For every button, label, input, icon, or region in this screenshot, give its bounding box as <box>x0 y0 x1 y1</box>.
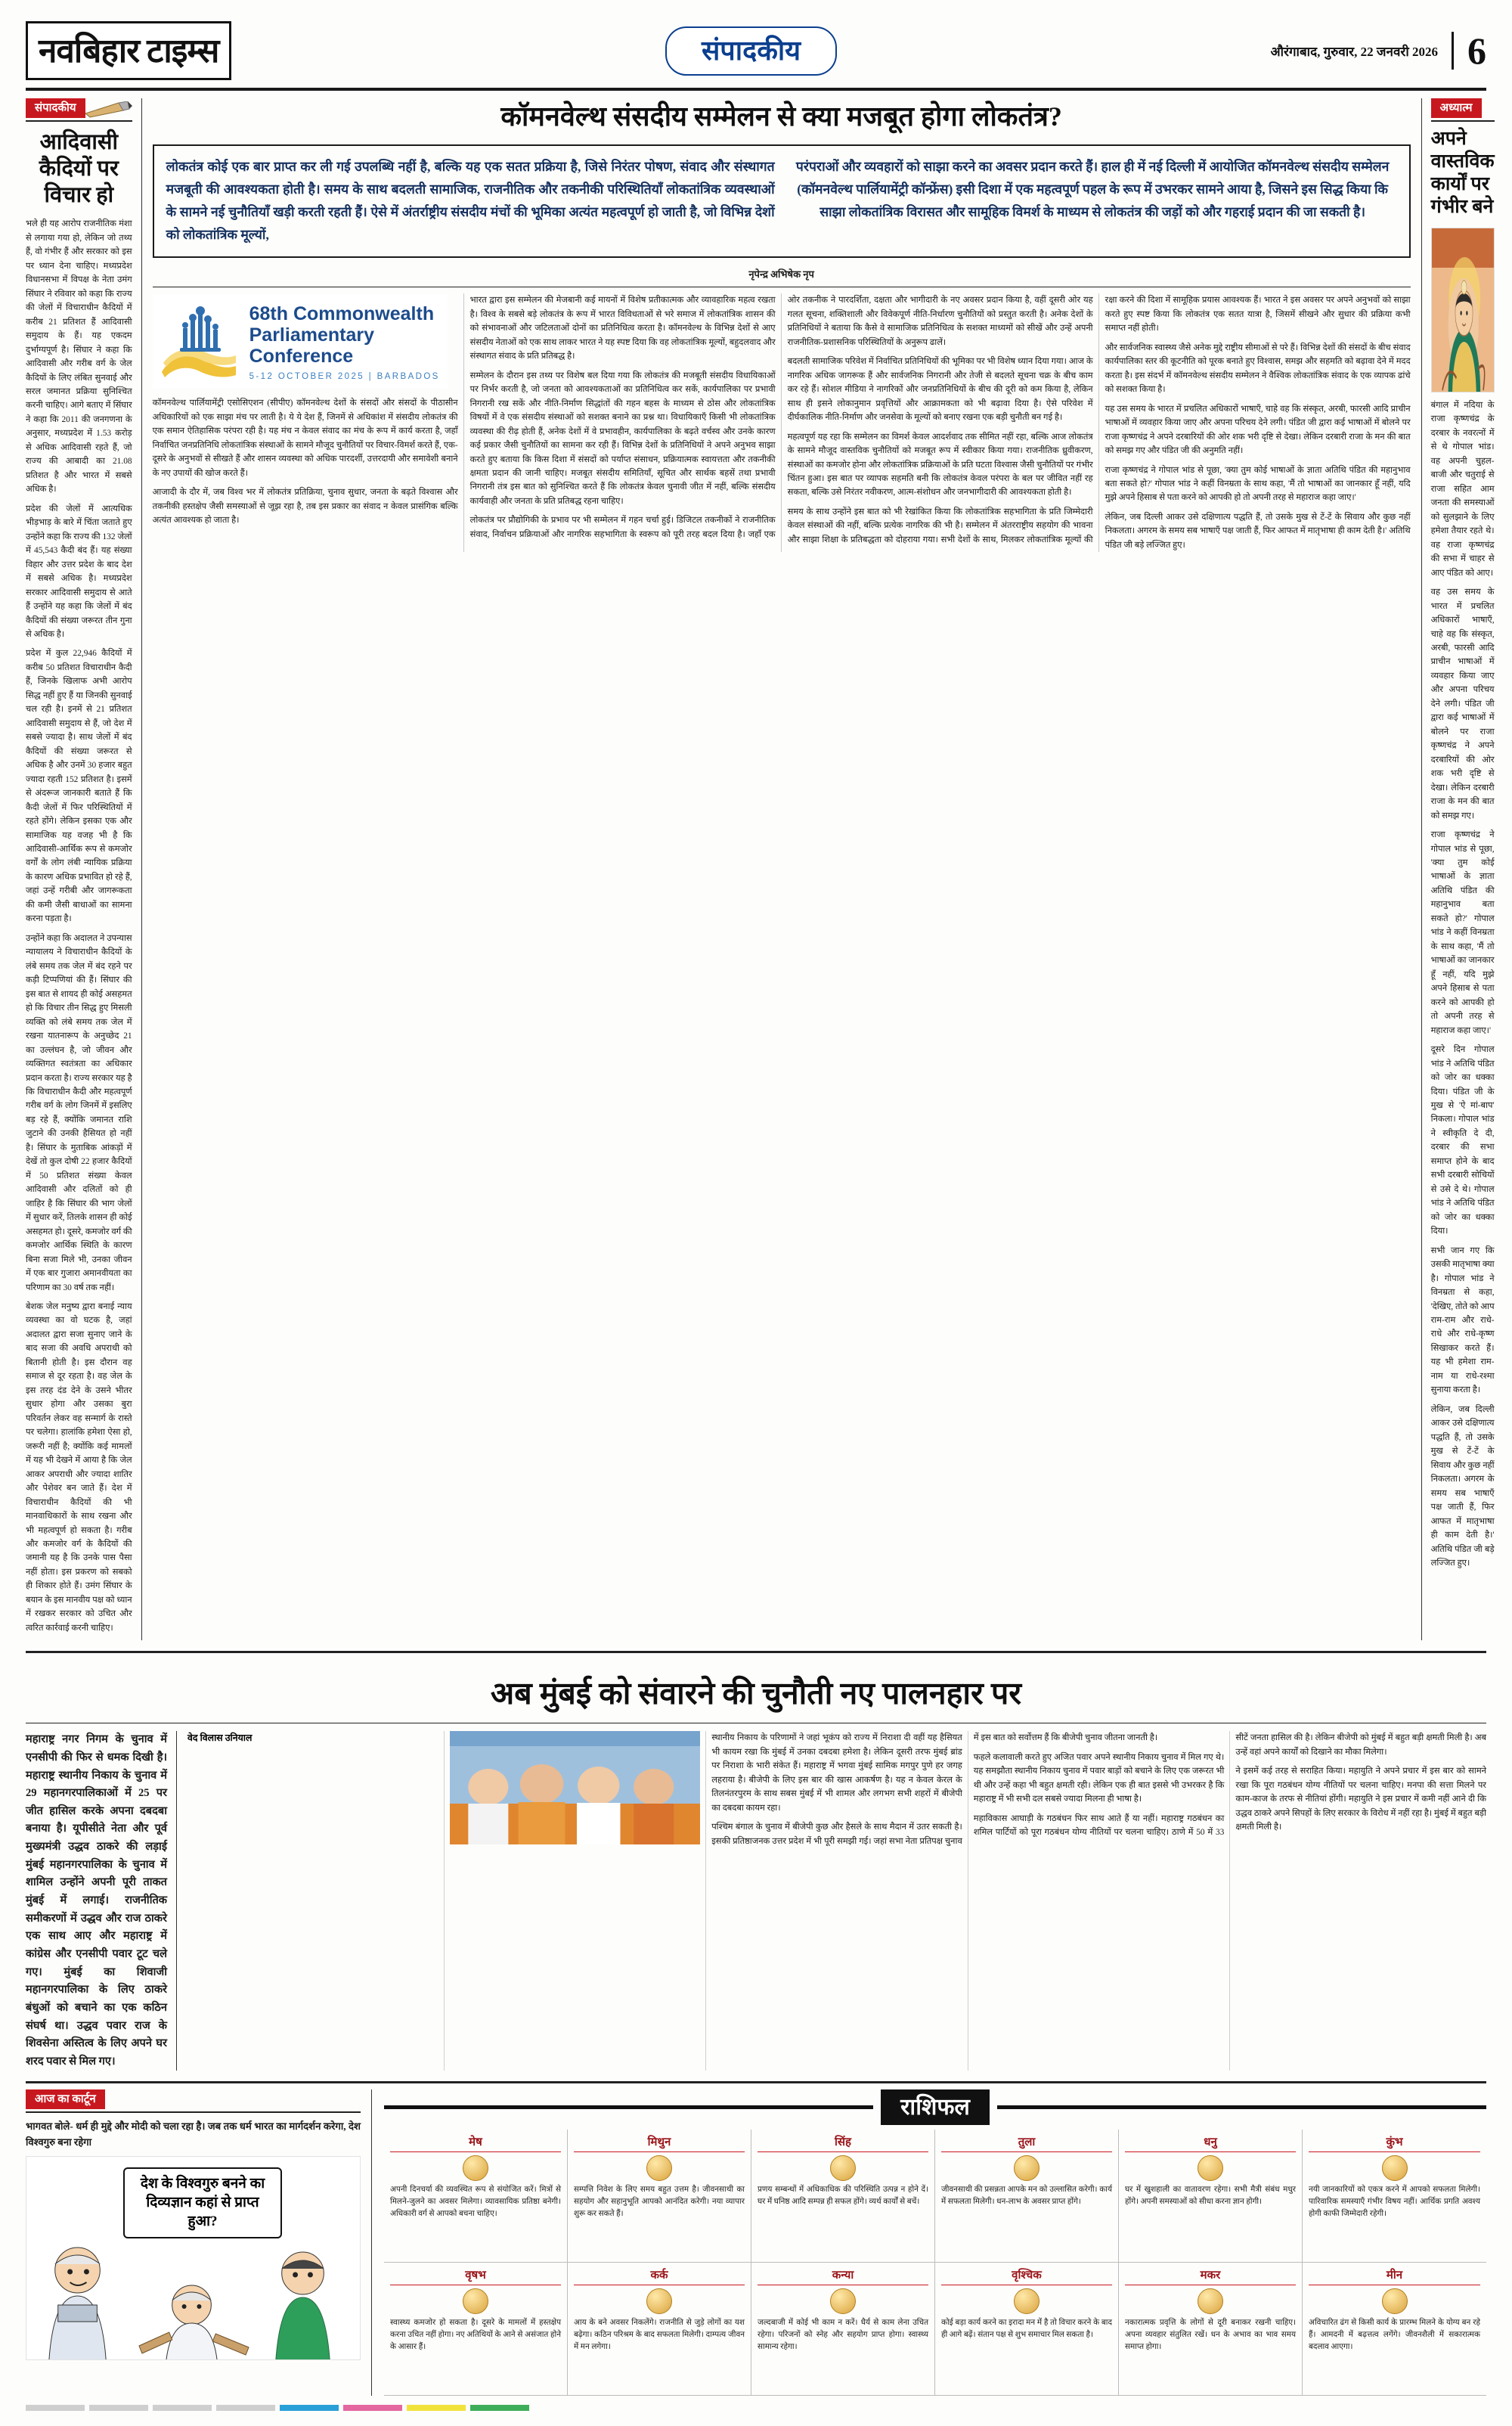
editorial-para: बेशक जेल मनुष्य द्वारा बनाई न्याय व्यवस्था का वो घटक है, जहां अदालत द्वारा सजा सुनाए जाने के बाद सजा की अवधि अपराधी को बितानी होती है। इस दौरान वह समाज से दूर रहता है। वह जेल के इस तरह दंड देने के उसने भीतर सुधार होगा और उसका बुरा परिवर्तन लेकर वह सन्मार्ग के रास्ते पर चलेगा। हालांकि हमेशा ऐसा हो, जरूरी नहीं है; क्योंकि कई मामलों में यह भी देखने में आया है कि जेल आकर अपराधी और ज्यादा शातिर और पेशेवर बन जाते हैं। देश में विचाराधीन कैदियों की भी मानवाधिकारों के साथ रखना और भी महत्वपूर्ण हो सकता है। गरीब और कमजोर वर्ग के कैदियों की जमानी यह है कि उनके पास पैसा नहीं होता। इस प्रकरण को सबको ही शिकार होते हैं। उमंग सिंघार के बयान के इस मानवीय पक्ष को ध्यान में रखकर सरकार को उचित और त्वरित कार्रवाई करनी चाहिए। <box>26 1302 132 1633</box>
main-para: और सार्वजनिक स्वास्थ्य जैसे अनेक मुद्दे राष्ट्रीय सीमाओं से परे हैं। विभिन्न देशों की संसदों के बीच संवाद कार्यपालिका स्तर की कूटनीति को पूरक बनाते हुए विश्वास, समझ और सहमति को बढ़ावा देने में मदद करता है। इस संदर्भ में कॉमनवेल्थ संसदीय सम्मेलन ने वैश्विक लोकतांत्रिक संवाद के एक व्यापक ढांचे को सशक्त किया है। <box>1105 343 1411 395</box>
zodiac-symbol-icon <box>646 2155 672 2181</box>
spiritual-body <box>1431 399 1495 1570</box>
mumbai-headline: अब मुंबई को संवारने की चुनौती नए पालनहार पर <box>490 1676 1022 1711</box>
horoscope-grid <box>384 2130 1486 2396</box>
zodiac-cell <box>1119 2263 1303 2396</box>
reg-mark-magenta <box>343 2405 402 2411</box>
mumbai-photo <box>450 1731 701 1844</box>
zodiac-text: प्रणय सम्बन्धों में अधिकाधिक की परिस्थिति उत्पन्न न होने दें। घर में घनिष्ठ आदि सम्पन्न ही सफल होंगे। व्यर्थ कार्यों से बचें। <box>758 2186 928 2207</box>
cartoon-panel <box>26 2089 372 2396</box>
zodiac-name: मकर <box>1125 2267 1296 2285</box>
spiritual-para: दूसरे दिन गोपाल भांड ने अतिथि पंडित को जोर का धक्का दिया। पंडित जी के मुख से 'ऐ मां-बाप' निकला। गोपाल भांड ने स्वीकृति दे दी, दरबार की सभा समाप्त होने के बाद सभी दरबारी सोचियों से उसे दे थे। गोपाल भांड ने अतिथि पंडित को जोर का धक्का दिया। <box>1430 1045 1495 1236</box>
zodiac-cell <box>935 2130 1119 2263</box>
zodiac-text: नयी जानकारियों को एकत्र करने में आपको सफलता मिलेगी। पारिवारिक समस्याएँ गंभीर विषय नहीं। आर्थिक प्रगति अवश्य होगी काफी जिम्मेदारी रहेगी। <box>1309 2186 1480 2218</box>
cartoon-speech-bubble: देश के विश्वगुरु बनने का दिव्यज्ञान कहां से प्राप्त हुआ? <box>123 2167 282 2238</box>
spiritual-illustration <box>1431 228 1495 392</box>
reg-mark <box>153 2405 212 2411</box>
zodiac-text: कोई बड़ा कार्य करने का इरादा मन में है तो विचार करने के बाद ही आगे बढ़ें। संतान पक्ष से शुभ समाचार मिल सकता है। <box>941 2319 1112 2340</box>
zodiac-text: जीवनसाथी की प्रसन्नता आपके मन को उल्लासित करेगी। कार्य में सफलता मिलेगी। धन-लाभ के अवसर प्राप्त होंगे। <box>941 2186 1112 2207</box>
zodiac-text: आय के बने अवसर निकलेंगे। राजनीति से जुड़े लोगों का यश बढ़ेगा। कठिन परिश्रम के बाद सफलता मिलेगी। दाम्पत्य जीवन में मन लगेगा। <box>574 2319 745 2351</box>
print-registration-marks <box>26 2405 1486 2411</box>
main-body-columns <box>153 293 1411 552</box>
zodiac-cell <box>568 2130 751 2263</box>
zodiac-symbol-icon <box>463 2155 488 2181</box>
mumbai-para: पश्चिम बंगाल के चुनाव में बीजेपी कुछ और हैसले के साथ मैदान में उतर सकती है। इसकी प्रतिष्ठाजनक उत्तर प्रदेश में भी पूरी समझी गई। जहां सभा नेता प्रतिपक्ष चुनाव में इस बात को सर्वोत्तम हैं कि बीजेपी चुनाव जीतना जानती है। <box>711 1733 1158 1846</box>
zodiac-cell <box>751 2130 935 2263</box>
spiritual-headline: अपने वास्तविक कार्यों पर गंभीर बने <box>1430 129 1495 217</box>
editorial-headline: आदिवासी कैदियों पर विचार हो <box>39 130 119 207</box>
zodiac-text: जल्दबाजी में कोई भी काम न करें। धैर्य से काम लेना उचित रहेगा। परिजनों को स्नेह और सहयोग प्राप्त होगा। स्वास्थ्य सामान्य रहेगा। <box>758 2319 928 2351</box>
zodiac-name: कर्क <box>574 2267 745 2285</box>
masthead-right <box>1270 29 1486 72</box>
cartoon-tag: आज का कार्टून <box>26 2089 105 2109</box>
cartoon-image <box>26 2156 361 2360</box>
spiritual-tag-row <box>1431 98 1495 122</box>
editorial-para: उन्होंने कहा कि अदालत ने उपन्यास न्यायालय ने विचाराधीन कैदियों के लंबे समय तक जेल में बंद रहने पर कड़ी टिप्पणियां की हैं। सिंघार की इस बात से शायद ही कोई असहमत हो कि विचार तीन सिद्ध हुए मिसली व्यक्ति को लंबे समय तक जेल में रखना यातनारूप के अनुच्छेद 21 का उल्लंघन है, जो जीवन और व्यक्तिगत स्वतंत्रता का अधिकार प्रदान करता है। राज्य सरकार यह है कि विचाराधीन कैदी और महत्वपूर्ण गरीब वर्ग के लोग जिनमें में इसलिए बड़ रहे हैं, क्योंकि जमानत राशि जुटाने की उनकी हैसियत हो नहीं है। सिंघार के मुताबिक आंकड़ों में देखें तो कुल दोषी 22 हजार कैदियों में 50 प्रतिशत संख्या केवल आदिवासी और दलितों को ही जाहिर है कि सिंघार की भाग जेलों में सुधार करें, तिलके शासन ही कोई असहमत हो। दूसरे, कमजोर वर्ग की कमजोर आर्थिक स्थिति के कारण बिना सजा मिले भी, उनका जीवन में एक बार गुजारा अमानवीयता का परिणाम का 30 वर्ष तक नहीं। <box>26 933 132 1292</box>
spiritual-para: सभी जान गए कि उसकी मातृभाषा क्या है। गोपाल भांड ने विनम्रता से कहा, 'देखिए, तोते को आप राम-राम और राधे-राधे और राधे-कृष्ण सिखाकर करते हैं। यह भी हमेशा राम-नाम या राधे-रश्मा सुनाया करता है। <box>1430 1246 1495 1395</box>
zodiac-name: मीन <box>1309 2267 1480 2285</box>
zodiac-text: नकारात्मक प्रवृत्ति के लोगों से दूरी बनाकर रखनी चाहिए। अपना व्यवहार संतुलित रखें। धन के अभाव का भाव समय समाप्त होगा। <box>1125 2319 1296 2351</box>
zodiac-text: स्वास्थ्य कमजोर हो सकता है। दूसरे के मामलों में हस्तक्षेप करना उचित नहीं होगा। नए अतिथियों के आने से असंजात होने के आसार हैं। <box>390 2319 561 2351</box>
main-byline: नृपेन्द्र अभिषेक नृप <box>748 268 814 281</box>
spiritual-column <box>1421 98 1495 1640</box>
zodiac-cell <box>384 2130 568 2263</box>
zodiac-text: अपनी दिनचर्या की व्यवस्थित रूप से संयोजित करें। मित्रों से मिलने-जुलने का अवसर मिलेगा। व्यावसायिक प्रतिष्ठा बनेगी। अधिकारी वर्ग से आपको बचना चाहिए। <box>390 2186 561 2218</box>
reg-mark <box>89 2405 148 2411</box>
spiritual-tag: अध्यात्म <box>1431 98 1482 118</box>
masthead-center <box>231 26 1270 76</box>
zodiac-cell <box>751 2263 935 2396</box>
zodiac-cell <box>384 2263 568 2396</box>
mumbai-byline: वेद विलास उनियाल <box>187 1733 253 1744</box>
zodiac-name: मिथुन <box>574 2134 745 2152</box>
page-number: 6 <box>1452 32 1486 70</box>
main-para: महत्वपूर्ण यह रहा कि सम्मेलन का विमर्श केवल आदर्शवाद तक सीमित नहीं रहा, बल्कि आज लोकतंत्र के सामने मौजूद वास्तविक चुनौतियों को मजबूत रूप में स्वीकार किया गया। राजनीतिक ध्रुवीकरण, संस्थाओं का कमजोर होना और लोकतांत्रिक प्रक्रियाओं के प्रति घटता विश्वास जैसी चुनौतियों पर गंभीर चिंतन हुआ। इस बात पर व्यापक सहमति बनी कि लोकतंत्र केवल परंपरा के बल पर जीवित नहीं रह सकता, बल्कि उसे निरंतर नवीकरण, आत्म-संशोधन और जनभागीदारी की आवश्यकता होती है। <box>787 432 1093 498</box>
main-intro-right: परंपराओं और व्यवहारों को साझा करने का अवसर प्रदान करते हैं। हाल ही में नई दिल्ली में आयोजित कॉमनवेल्थ संसदीय सम्मेलन (कॉमनवेल्थ पार्लियामेंट्री कॉन्फ्रेंस) इसी दिशा में एक महत्वपूर्ण पहल के रूप में उभरकर सामने आया है, जिसने इस सिद्ध किया कि साझा लोकतांत्रिक विरासत और सामूहिक विमर्श के माध्यम से लोकतंत्र की जड़ों को और गहराई प्रदान की जा सकती है। <box>795 159 1390 220</box>
main-intro-left: लोकतंत्र कोई एक बार प्राप्त कर ली गई उपलब्धि नहीं है, बल्कि यह एक सतत प्रक्रिया है, जिसे निरंतर पोषण, संवाद और संस्थागत मजबूती की आवश्यकता होती है। समय के साथ बदलती सामाजिक, राजनीतिक और तकनीकी परिस्थितियाँ लोकतांत्रिक व्यवस्थाओं के सामने नई चुनौतियाँ खड़ी करती रहती हैं। ऐसे में अंतर्राष्ट्रीय संसदीय मंचों की भूमिका अत्यंत महत्वपूर्ण हो जाती है, जो विभिन्न देशों को लोकतांत्रिक मूल्यों, <box>166 159 775 243</box>
spiritual-para: लेकिन, जब दिल्ली आकर उसे दक्षिणात्य पद्धति हैं, तो उसके मुख से टें-टें के सिवाय और कुछ नहीं निकलता। अगरम के समय सब भाषाएँ पक्ष जाती हैं, फिर आफत में मातृभाषा ही काम देती है।' अतिथि पंडित जी बड़े लज्जित हुए। <box>1430 1404 1495 1568</box>
zodiac-cell <box>1303 2263 1486 2396</box>
main-para: राजा कृष्णचंद्र ने गोपाल भांड से पूछा, 'क्या तुम कोई भाषाओं के ज्ञाता अतिथि पंडित की महानुभाव बता सकते हो?' गोपाल भांड ने कहीं विनम्रता के साथ कहा, 'मैं तो भाषाओं का जानकार हूँ नहीं, यदि मुझे अपने हिसाब से पता करने को आपकी हो तो अपनी तरह से महाराज कहा जाए।' <box>1105 465 1411 503</box>
main-para: बदलती सामाजिक परिवेश में निर्वाचित प्रतिनिधियों की भूमिका पर भी विशेष ध्यान दिया गया। आज के नागरिक अधिक जागरूक हैं और सार्वजनिक निगरानी और तेजी से बदलते सूचना चक्र के बीच काम कर रहे हैं। सोशल मीडिया ने नागरिकों और जनप्रतिनिधियों के बीच की दूरी को कम किया है, लेकिन साथ ही इसने लोकानुमान प्रवृत्तियों और आक्रामकता को भी बढ़ावा दिया है। ऐसे परिवेश में दीर्घकालिक नीति-निर्माण और जनसेवा के मूल्यों को बनाए रखना एक बड़ी चुनौती बन गई है। <box>787 357 1093 423</box>
main-para: यह उस समय के भारत में प्रचलित अधिकारों भाषाएँ, चाहे वह कि संस्कृत, अरबी, फारसी आदि प्राचीन भाषाओं में व्यवहार किया जाए और अपना परिचय देने लगी। पंडित जी द्वारा कई भाषाओं में बोलने पर राजा कृष्णचंद्र ने अपने दरबारियों की ओर शक भरी दृष्टि से देखा। लेकिन दरबारी राजा के मन की बात को समझ गए और पंडित जी की अनुमति नहीं। <box>1105 404 1411 456</box>
divider <box>26 1651 1486 1653</box>
zodiac-cell <box>1119 2130 1303 2263</box>
main-para: समय के साथ उन्होंने इस बात को भी रेखांकित किया कि लोकतांत्रिक सहभागिता के प्रति जिम्मेदारी केवल संस्थाओं की नहीं, बल्कि प्रत्येक नागरिक की भी है। सम्मेलन में अंतरराष्ट्रीय सहयोग की भावना और साझा शिक्षा के प्रतिबद्धता को दोहराया गया। सभी देशों के साथ, मिलकर लोकतांत्रिक मूल्यों की रक्षा करने की दिशा में सामूहिक प्रयास आवश्यक हैं। भारत ने इस अवसर पर अपने अनुभवों को साझा करते हुए स्पष्ट किया कि लोकतंत्र एक सतत यात्रा है, जिसमें सीखने और सुधार की प्रक्रिया कभी समाप्त नहीं होती। <box>787 296 1411 544</box>
mumbai-lead: महाराष्ट्र नगर निगम के चुनाव में एनसीपी की फिर से धमक दिखी है। महाराष्ट्र स्थानीय निकाय के चुनाव में 29 महानगरपालिकाओं में 25 पर जीत हासिल करके अपना दबदबा बनाया है। यूपीसीते नेता और पूर्व मुख्यमंत्री उद्धव ठाकरे की लड़ाई मुंबई महानगरपालिका के चुनाव में शामिल उन्होंने अपनी पूरी ताकत मुंबई में लगाई। राजनीतिक समीकरणों में उद्धव और राज ठाकरे एक साथ आए और महाराष्ट्र में कांग्रेस और एनसीपी पवार टूट चले गए। मुंबई का शिवाजी महानगरपालिका के लिए ठाकरे बंधुओं को बचाने का एक कठिन संघर्ष था। उद्धव पवार राज के शिवसेना अस्तित्व के लिए अपने घर शरद पवार से मिल गए। <box>26 1731 177 2071</box>
zodiac-cell <box>935 2263 1119 2396</box>
main-para: लेकिन, जब दिल्ली आकर उसे दक्षिणात्य पद्धति हैं, तो उसके मुख से टें-टें के सिवाय और कुछ नहीं निकलता। अगरम के समय सब भाषाएँ पक्ष जाती हैं, फिर आफत में मातृभाषा ही काम देती है।' अतिथि पंडित जी बड़े लज्जित हुए। <box>1105 512 1411 550</box>
reg-mark-yellow <box>407 2405 466 2411</box>
editorial-column <box>26 98 142 1640</box>
conference-title-line2: Parliamentary Conference <box>249 324 374 367</box>
zodiac-name: कुंभ <box>1309 2134 1480 2152</box>
zodiac-cell <box>1303 2130 1486 2263</box>
mumbai-para: महाविकास आघाड़ी के गठबंधन फिर साथ आते हैं या नहीं। महाराष्ट्र गठबंधन का शमिल पार्टियों को पूरा गठबंधन योग्य नीतियों पर चलना चाहिए। ठाणे में 50 में 33 सीटें जनता हासिल की है। लेकिन बीजेपी को मुंबई में बहुत बड़ी क्षमती मिली है। अब उन्हें वहां अपने कार्यों को दिखाने का मौका मिलेगा। <box>973 1733 1486 1838</box>
spiritual-para: बंगाल में नदिया के राजा कृष्णचंद्र के दरबार के नवरत्नों में से थे गोपाल भांड। वह अपनी चुहल-बाजी और चतुराई से राजा सहित आम जनता की समस्याओं को सुलझाने के लिए हमेशा तैयार रहते थे। वह राजा कृष्णचंद्र की सभा में चाहर से आए पंडित को आए। <box>1430 401 1495 578</box>
horoscope-panel <box>372 2089 1486 2396</box>
mumbai-article <box>26 1664 1486 2071</box>
conference-subtitle: 5-12 OCTOBER 2025 | BARBADOS <box>249 371 440 381</box>
editorial-tag: संपादकीय <box>26 98 85 118</box>
edition-date: औरंगाबाद, गुरुवार, 22 जनवरी 2026 <box>1270 44 1438 59</box>
rule-left <box>384 2105 873 2109</box>
conference-emblem-icon <box>157 302 239 381</box>
bottom-section <box>26 2081 1486 2396</box>
zodiac-symbol-icon <box>1198 2288 1223 2314</box>
section-title: संपादकीय <box>665 26 837 76</box>
newspaper-logo: नवबिहार टाइम्स <box>26 21 231 80</box>
editorial-tag-row <box>26 98 132 122</box>
zodiac-name: धनु <box>1125 2134 1296 2152</box>
zodiac-text: सम्पत्ति निवेश के लिए समय बहुत उत्तम है। जीवनसाथी का सहयोग और सहानुभूति आपको आनंदित करेगी। नया व्यापार शुरू कर सकते हैं। <box>574 2186 745 2218</box>
zodiac-symbol-icon <box>463 2288 488 2314</box>
cartoon-caption: भागवत बोले- धर्म ही मुद्दे और मोदी को चला रहा है। जब तक धर्म भारत का मार्गदर्शन करेगा, देश विश्वगुरु बना रहेगा <box>26 2120 361 2148</box>
zodiac-text: घर में खुशहाली का वातावरण रहेगा। सभी मैत्री संबंध मधुर होंगे। अपनी समस्याओं को सीधा करना ज्ञान होगी। <box>1125 2186 1296 2207</box>
main-para: कॉमनवेल्थ पार्लियामेंट्री एसोसिएशन (सीपीए) कॉमनवेल्थ देशों के संसदों और संसदों के पीठासीन अधिकारियों को एक साझा मंच पर लाती है। ये ये देश हैं, जिनमें से अधिकांश में संसदीय लोकतंत्र की एक समान ऐतिहासिक परंपरा रही है। यह मंच न केवल संवाद का मंच के रूप में कार्य करता है, जहाँ निर्वाचित जनप्रतिनिधि लोकतांत्रिक संस्थाओं के सामने मौजूद चुनौतियों पर विचार-विमर्श करते हैं, एक-दूसरे के अनुभवों से सीखते हैं और शासन व्यवस्था को अधिक पारदर्शी, उत्तरदायी और समावेशी बनाने के नए उपायों की खोज करते हैं। <box>152 399 458 478</box>
main-article <box>142 98 1421 1640</box>
main-para: आजादी के दौर में, जब विश्व भर में लोकतंत्र प्रतिक्रिया, चुनाव सुधार, जनता के बढ़ते विश्वास और तकनीकी हस्तक्षेप जैसी समस्याओं से जूझ रहा है, तब इस प्रकार का संवाद न केवल प्रासंगिक बल्कि अत्यंत आवश्यक हो जाता है। <box>152 488 458 526</box>
zodiac-symbol-icon <box>830 2288 856 2314</box>
main-headline: कॉमनवेल्थ संसदीय सम्मेलन से क्या मजबूत होगा लोकतंत्र? <box>500 101 1062 132</box>
masthead <box>26 21 1486 91</box>
main-para: सम्मेलन के दौरान इस तथ्य पर विशेष बल दिया गया कि लोकतंत्र की मजबूती संसदीय विधायिकाओं पर निर्भर करती है, जो जनता को आवश्यकताओं का प्रतिनिधित्व कर सकें, कार्यपालिका पर प्रभावी निगरानी रख सकें और नीति-निर्माण सिद्धांतों की गहन बहस के माध्यम से ठोस और लोकतांत्रिक विषयों में वे एक संसदीय संस्थाओं को सशक्त बनाने का प्रश्न था। विधायिकाएँ किसी भी लोकतांत्रिक व्यवस्था की रीढ़ होती हैं, अनेक देशों में वे प्रभावहीन, कार्यपालिका के बढ़ते वर्चस्व और उनके कारण कई प्रकार जैसी चुनौतियों का सामना कर रही हैं। विभिन्न देशों के प्रतिनिधियों ने अपने अनुभव साझा करते हुए बताया कि किस दिशा में संसदों को पर्याप्त संसाधन, प्रक्रियात्मक स्वायत्तता और तकनीकी क्षमता प्रदान की जानी चाहिए। मजबूत संसदीय समितियाँ, सूचित और सार्थक बहसें तथा प्रभावी निगरानी तंत्र इस बात को सुनिश्चित करते हैं कि लोकतंत्र केवल चुनावी जीत में नहीं, बल्कि संसदीय कार्यवाही और जनता के प्रति प्रतिबद्ध रहना चाहिए। <box>469 371 776 506</box>
mumbai-para: फहले कलावाली करते हुए अजित पवार अपने स्थानीय निकाय चुनाव में मिल गए थे। यह समझौता स्थानीय निकाय चुनाव में पवार बाड़ों को बचाने के लिए एक जरूरत भी थी और उन्हें कहा भी बहुत क्षमती रही। लेकिन एक ही बात इससे भी उभरकर है कि महाराष्ट्र में भी सभी दल सबसे ज्यादा मिलना ही भाषा है। <box>973 1752 1225 1804</box>
zodiac-name: वृश्चिक <box>941 2267 1112 2285</box>
editorial-para: प्रदेश में कुल 22,946 कैदियों में करीब 50 प्रतिशत विचाराधीन कैदी हैं, जिनके खिलाफ अभी आरोप सिद्ध नहीं हुए हैं या जिनकी सुनवाई चल रही है। इनमें से 21 प्रतिशत आदिवासी समुदाय से हैं, जो देश में सबसे ज्यादा है। साथ जेलों में बंद कैदियों की संख्या जरूरत से अधिक है और उनमें 30 हजार बहुत ज्यादा रहती 152 प्रतिशत है। इसमें से अंदरूज जानकारी बताते हैं कि कैदी जेलों में फिर परिस्थितियों में रहते होंगे। लेकिन इसका एक और सामाजिक यह वजह भी है कि आदिवासी-आर्थिक रूप से कमजोर वर्गों के लोग लंबी न्यायिक प्रक्रिया के कारण अधिक प्रभावित हो रहे हैं, जहां उन्हें गरीबी और जागरूकता की कमी जैसी बाधाओं का सामना करना पड़ता है। <box>26 649 132 924</box>
mumbai-para: ने इसमें कई तरह से सराहित किया। महायुति ने अपने प्रचार में इस बार को सामने रखा कि पूरा गठबंधन योग्य नीतियों पर चलना चाहिए। मनपा की सत्ता मिलने पर काम-काज के तरफ से नीतियां होंगी। महायुति ने इस प्रचार में कमी नहीं आने दी कि उद्धव ठाकरे अपने सिपहों के लिए सरकार के विरोध में नहीं रहा है। मुंबई में बहुत बड़ी क्षमती मिली है। <box>1235 1767 1486 1832</box>
conference-logo-figure <box>153 295 448 389</box>
editorial-para: प्रदेश की जेलों में आत्यधिक भीड़भाड़ के बारे में चिंता जताते हुए उन्होंने कहा कि राज्य की 132 जेलों में 45,543 कैदी बंद हैं। यह संख्या विहार और उत्तर प्रदेश के बाद देश में सबसे अधिक है। मध्यप्रदेश सरकार आदिवासी समुदाय से आते हैं उन्होंने यह कहा कि जेलों में बंद कैदियों की संख्या जरूरत तीन गुना से अधिक है। <box>26 504 132 639</box>
spiritual-para: वह उस समय के भारत में प्रचलित अधिकारों भाषाएँ, चाहे वह कि संस्कृत, अरबी, फारसी आदि प्राचीन भाषाओं में व्यवहार किया जाए और अपना परिचय देने लगी। पंडित जी द्वारा कई भाषाओं में बोलने पर राजा कृष्णचंद्र ने अपने दरबारियों की ओर शक भरी दृष्टि से देखा। लेकिन दरबारी राजा के मन की बात को समझ गए। <box>1430 588 1495 821</box>
zodiac-symbol-icon <box>1014 2155 1040 2181</box>
mumbai-para: स्थानीय निकाय के परिणामों ने जहां भूकंप को राज्य में निराशा दी वहीं यह हैसियत भी कायम रखा कि मुंबई में उनका दबदबा हमेशा है। लेकिन दूसरी तरफ मुंबई ब्रांड पर निराशा के भारी संकेत हैं। महाराष्ट्र में भगवा मुंबई सामिक मगपुर पुणे हर जगह लहराया है। बीजेपी के लिए इस बार की खास आकर्षण है। यह न केवल केरल के तिलनंतरपुरम के साथ सबस मुंबई में भी शामल और लगभग सभी शहरों में बीजेपी का दबदबा कायम रहा। <box>711 1733 962 1813</box>
horoscope-header <box>384 2089 1486 2125</box>
conference-title <box>249 303 443 381</box>
zodiac-name: वृषभ <box>390 2267 561 2285</box>
zodiac-name: तुला <box>941 2134 1112 2152</box>
reg-mark <box>26 2405 85 2411</box>
editorial-para: भले ही यह आरोप राजनीतिक मंशा से लगाया गया हो, लेकिन जो तथ्य हैं, वो गंभीर हैं और सरकार को इस पर ध्यान देना चाहिए। मध्यप्रदेश विधानसभा में विपक्ष के नेता उमंग सिंघार ने रविवार को कहा कि राज्य की जेलों में विचाराधीन कैदियों में करीब 21 प्रतिशत हैं आदिवासी समुदाय के हैं। यह एकदम दुर्भाग्यपूर्ण है। सिंघार ने कहा कि आदिवासी और गरीब वर्ग के जेल कैदियों के लिए लंबित सुनवाई और सरल जमानत प्रक्रिया सुनिश्चित करनी चाहिए। आगे बताए में सिंघार ने कहा कि 2011 की जनगणना के अनुसार, मध्यप्रदेश में 1.53 करोड़ से अधिक आदिवासी रहते हैं, जो राज्य की आबादी का 21.08 प्रतिशत है और भारत में सबसे अधिक है। <box>26 219 132 495</box>
zodiac-symbol-icon <box>1014 2288 1040 2314</box>
zodiac-text: अविचारित ढंग से किसी कार्य के प्रारम्भ मिलने के योग्य बन रहे हैं। आमदनी में बढ़त्तत्व लगेंगे। जीवनशैली में सकारात्मक बदलाव आएगा। <box>1309 2319 1480 2351</box>
zodiac-symbol-icon <box>1198 2155 1223 2181</box>
reg-mark-cyan <box>280 2405 339 2411</box>
main-para: लोकतंत्र पर प्रौद्योगिकी के प्रभाव पर भी सम्मेलन में गहन चर्चा हुई। डिजिटल तकनीकों ने राजनीतिक संवाद, निर्वाचन प्रक्रियाओं और नागरिक सहभागिता के स्वरूप को पूरी तरह बदल दिया है। जहाँ एक ओर तकनीक ने पारदर्शिता, दक्षता और भागीदारी के नए अवसर प्रदान किया है, वहीं दूसरी ओर यह गलत सूचना, शक्तिशाली और विवेकपूर्ण नीति-निर्धारण चुनौतियों को प्रस्तुत करती है। अनेक देशों के प्रतिनिधियों ने बताया कि कैसे वे सामाजिक प्रतिनिधित्व के सशक्त माध्यमों को सीखें और उन्हें अपनी राजनीतिक-प्रशासनिक परिस्थितियों के अनुरूप ढालें। <box>469 296 1093 539</box>
editorial-body <box>26 217 132 1635</box>
cartoon-tag-row <box>26 2089 361 2113</box>
zodiac-symbol-icon <box>1382 2155 1408 2181</box>
top-section <box>26 98 1495 1640</box>
main-intro-box <box>153 144 1411 258</box>
reg-mark-green <box>470 2405 529 2411</box>
mumbai-columns <box>177 1731 1486 2071</box>
main-para: भारत द्वारा इस सम्मेलन की मेजबानी कई मायनों में विशेष प्रतीकात्मक और व्यावहारिक महत्व रखता है। विश्व के सबसे बड़े लोकतंत्र के रूप में भारत विविधताओं से भरे समाज में लोकतांत्रिक शासन की को संभावनाओं और जटिलताओं दोनों का प्रतिनिधित्व करता है। कॉमनवेल्थ के विभिन्न देशों से आए संसदीय नेताओं को एक साथ लाकर भारत ने यह स्पष्ट दिया कि वह लोकतांत्रिक मूल्यों, बहुदलवाद और संस्थागत संवाद के प्रति प्रतिबद्ध है। <box>469 296 776 361</box>
zodiac-name: कन्या <box>758 2267 928 2285</box>
horoscope-title: राशिफल <box>881 2089 990 2125</box>
rule-right <box>997 2105 1486 2109</box>
reg-mark <box>216 2405 275 2411</box>
pencil-icon <box>85 101 132 118</box>
conference-title-line1: 68th Commonwealth <box>249 302 435 324</box>
mumbai-col-text <box>711 1731 1486 1848</box>
zodiac-name: सिंह <box>758 2134 928 2152</box>
zodiac-name: मेष <box>390 2134 561 2152</box>
zodiac-symbol-icon <box>646 2288 672 2314</box>
mumbai-body-wrap <box>26 1731 1486 2071</box>
zodiac-cell <box>568 2263 751 2396</box>
zodiac-symbol-icon <box>830 2155 856 2181</box>
zodiac-symbol-icon <box>1382 2288 1408 2314</box>
spiritual-para: राजा कृष्णचंद्र ने गोपाल भांड से पूछा, 'क्या तुम कोई भाषाओं के ज्ञाता अतिथि पंडित की महानुभाव बता सकते हो?' गोपाल भांड ने कहीं विनम्रता के साथ कहा, 'मैं तो भाषाओं का जानकार हूँ नहीं, यदि मुझे अपने हिसाब से पता करने को आपकी हो तो अपनी तरह से महाराज कहा जाए।' <box>1430 830 1495 1035</box>
